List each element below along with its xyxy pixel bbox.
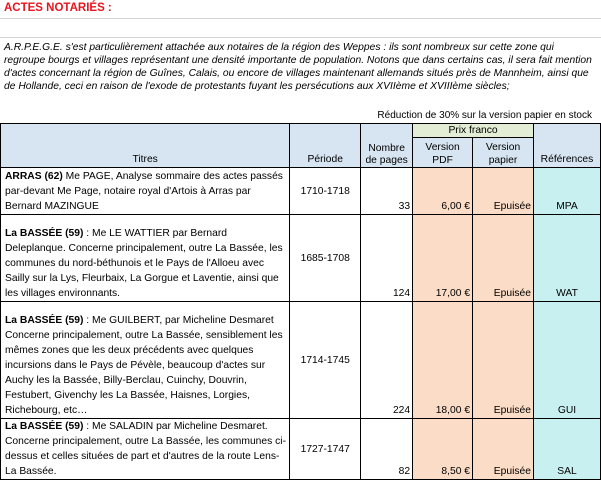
row-reference[interactable]: GUI <box>533 302 600 419</box>
table-row <box>1 302 601 419</box>
table-row <box>1 215 601 302</box>
header-pdf[interactable]: Version PDF <box>413 138 473 168</box>
row-place: La BASSÉE (59) <box>5 421 84 432</box>
row-title-cell[interactable] <box>1 215 290 302</box>
row-description: : Me LE WATTIER par Bernard Deleplanque. Concerne principalement, outre La Bassée, les communes du nord-béthunois et le Pays de l'Alloeu avec Sailly sur la Lys, Fleurbaix, La Gorgue et Laventie, ainsi que les villages environnants. <box>5 228 283 299</box>
row-reference[interactable]: MPA <box>533 168 600 215</box>
sheet-gridline <box>0 18 601 19</box>
row-pdf-price[interactable]: 6,00 € <box>413 168 473 215</box>
reduction-note: Réduction de 30% sur la version papier en stock <box>377 110 592 121</box>
row-papier[interactable]: Epuisée <box>473 215 534 302</box>
header-papier[interactable]: Version papier <box>473 138 534 168</box>
header-titres[interactable]: Titres <box>1 124 290 168</box>
row-periode[interactable]: 1710-1718 <box>290 168 361 215</box>
row-title-cell[interactable] <box>1 302 290 419</box>
row-pages[interactable]: 224 <box>361 302 413 419</box>
row-description: : Me GUILBERT, par Micheline Desmaret Concerne principalement, outre La Bassée, sensiblement les mêmes zones que les deux précédents avec quelques incursions dans le Pays de Pévèle, beaucoup d'actes sur Auchy les la Bassée, Billy-Berclau, Cuinchy, Douvrin, Festubert, Givenchy les La Bassée, Haisnes, Lorgies, Richebourg, etc… <box>5 315 283 416</box>
row-title-cell[interactable] <box>1 419 290 480</box>
row-pages[interactable]: 124 <box>361 215 413 302</box>
intro-paragraph: A.R.P.E.G.E. s'est particulièrement attachée aux notaires de la région des Weppes : ils sont nombreux sur cette zone qui regroupe bourgs et villages représentant une densité importante de population. Notons que dans certains cas, il sera fait mention d'actes concernant la région de Guînes, Calais, ou encore de villages maintenant allemands situés près de Mannheim, ainsi que de Hollande, ceci en raison de l'exode de protestants fuyant les persécutions aux XVIIème et XVIIIème siècles; <box>4 42 592 92</box>
row-pages[interactable]: 82 <box>361 419 413 480</box>
row-pdf-price[interactable]: 8,50 € <box>413 419 473 480</box>
row-periode[interactable]: 1685-1708 <box>290 215 361 302</box>
row-papier[interactable]: Epuisée <box>473 419 534 480</box>
header-prix-franco[interactable]: Prix franco <box>413 124 534 138</box>
row-reference[interactable]: WAT <box>533 215 600 302</box>
row-reference[interactable]: SAL <box>533 419 600 480</box>
row-pages[interactable]: 33 <box>361 168 413 215</box>
table-row <box>1 419 601 480</box>
row-place: La BASSÉE (59) <box>5 315 84 326</box>
row-periode[interactable]: 1727-1747 <box>290 419 361 480</box>
row-papier[interactable]: Epuisée <box>473 302 534 419</box>
catalogue-table <box>0 123 601 480</box>
row-description: Me PAGE, Analyse sommaire des actes passés par-devant Me Page, notaire royal d'Artois à Arras par Bernard MAZINGUE <box>5 171 283 212</box>
table-row <box>1 168 601 215</box>
section-title: ACTES NOTARIÉS : <box>4 2 112 14</box>
row-place: ARRAS (62) <box>5 171 63 182</box>
header-periode[interactable]: Période <box>290 124 361 168</box>
row-description: : Me SALADIN par Micheline Desmaret. Concerne principalement, outre La Bassée, les communes ci-dessus et celles situées de part et d'autres de la route Lens-La Bassée. <box>5 421 287 477</box>
header-pages[interactable]: Nombre de pages <box>361 124 413 168</box>
row-pdf-price[interactable]: 17,00 € <box>413 215 473 302</box>
row-title-cell[interactable] <box>1 168 290 215</box>
row-papier[interactable]: Epuisée <box>473 168 534 215</box>
row-periode[interactable]: 1714-1745 <box>290 302 361 419</box>
row-place: La BASSÉE (59) <box>5 228 84 239</box>
sheet-gridline <box>0 37 601 38</box>
row-pdf-price[interactable]: 18,00 € <box>413 302 473 419</box>
header-references[interactable]: Références <box>533 124 600 168</box>
